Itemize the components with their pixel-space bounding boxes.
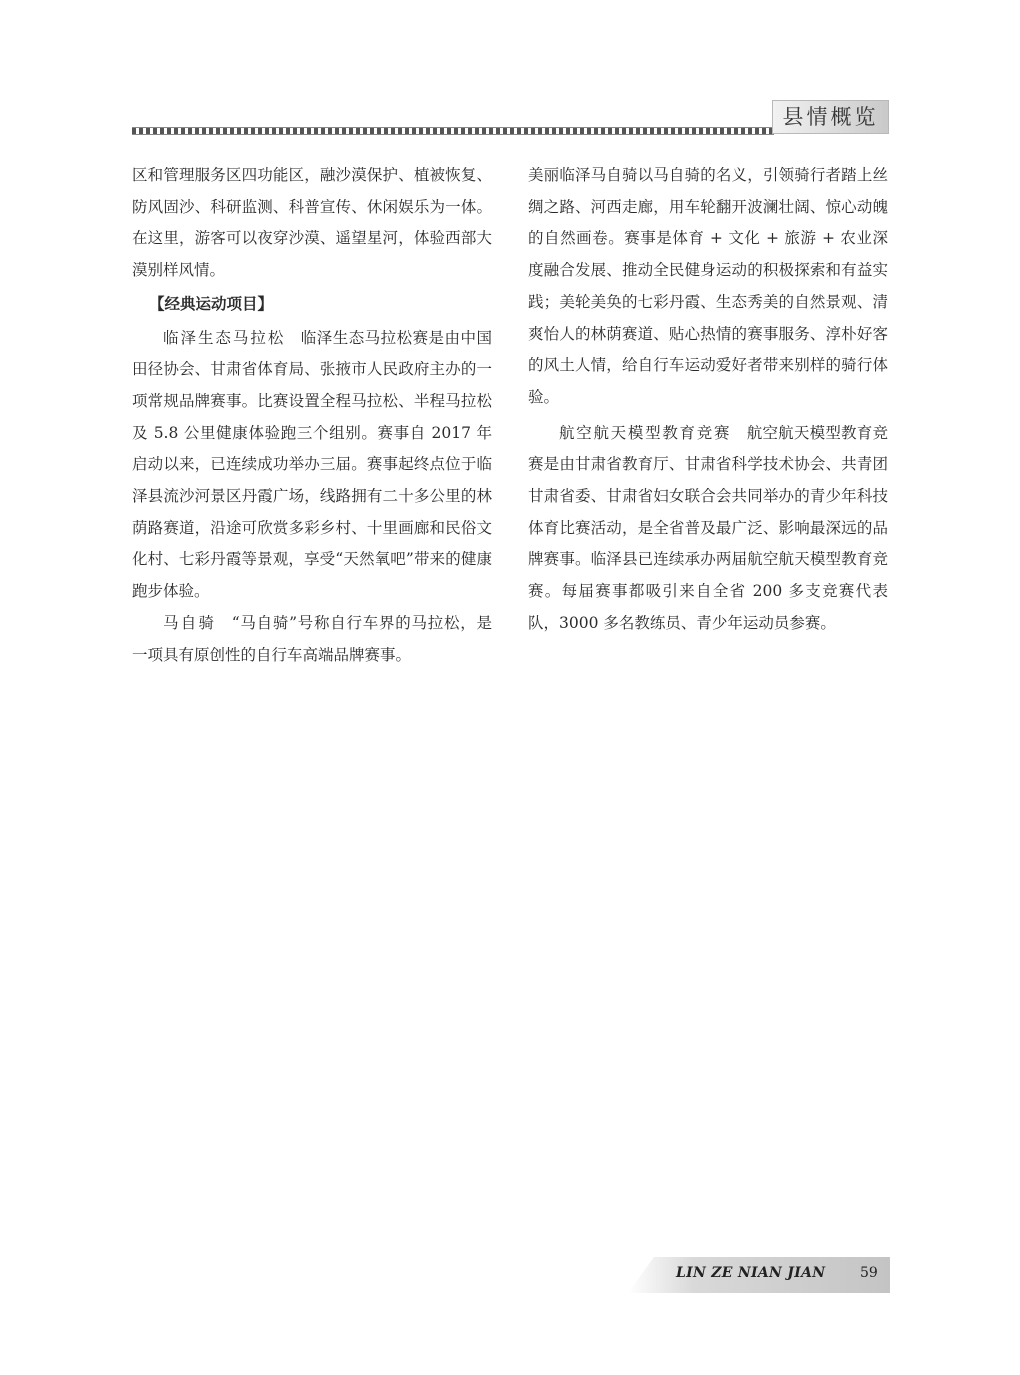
term-aerospace: 航空航天模型教育竞赛	[559, 423, 732, 442]
left-column	[132, 160, 492, 671]
text-marathon: 临泽生态马拉松赛是由中国田径协会、甘肃省体育局、张掖市人民政府主办的一项常规品牌赛事。比赛设置全程马拉松、半程马拉松及 5.8 公里健康体验跑三个组别。赛事自 2017 年启动以来，已连续成功举办三届。赛事起终点位于临泽县流沙河景区丹霞广场，线路拥有二十多公里的林荫路赛道，沿途可欣赏多彩乡村、十里画廊和民俗文化村、七彩丹霞等景观，享受“天然氧吧”带来的健康跑步体验。	[132, 328, 492, 601]
paragraph-aerospace	[528, 418, 888, 640]
section-title-tab: 县情概览	[772, 100, 889, 134]
header-decorative-rule	[132, 127, 774, 135]
paragraph-desert-park: 区和管理服务区四功能区，融沙漠保护、植被恢复、防风固沙、科研监测、科普宣传、休闲娱乐为一体。在这里，游客可以夜穿沙漠、遥望星河，体验西部大漠别样风情。	[132, 166, 492, 280]
paragraph-cycling-continued: 美丽临泽马自骑以马自骑的名义，引领骑行者踏上丝绸之路、河西走廊，用车轮翻开波澜壮阔、惊心动魄的自然画卷。赛事是体育 + 文化 + 旅游 + 农业深度融合发展、推动全民健身运动的积极探索和有益实践；美轮美奂的七彩丹霞、生态秀美的自然景观、清爽怡人的林荫赛道、贴心热情的赛事服务、淳朴好客的风土人情，给自行车运动爱好者带来别样的骑行体验。	[528, 166, 888, 406]
paragraph-cycling	[132, 608, 492, 671]
text-aerospace: 航空航天模型教育竞赛是由甘肃省教育厅、甘肃省科学技术协会、共青团甘肃省委、甘肃省妇女联合会共同举办的青少年科技体育比赛活动，是全省普及最广泛、影响最深远的品牌赛事。临泽县已连续承办两届航空航天模型教育竞赛。每届赛事都吸引来自全省 200 多支竞赛代表队，3000 多名教练员、青少年运动员参赛。	[528, 423, 888, 632]
text-cycling: “马自骑”号称自行车界的马拉松，是一项具有原创性的自行车高端品牌赛事。	[132, 613, 492, 664]
right-column	[528, 160, 888, 640]
term-marathon: 临泽生态马拉松	[163, 328, 286, 347]
page-number: 59	[860, 1265, 878, 1281]
paragraph-marathon	[132, 323, 492, 608]
term-cycling: 马自骑	[163, 613, 217, 632]
footer-journal-name: LIN ZE NIAN JIAN	[676, 1265, 826, 1281]
subheading-classic-sports: 【经典运动项目】	[149, 294, 274, 313]
